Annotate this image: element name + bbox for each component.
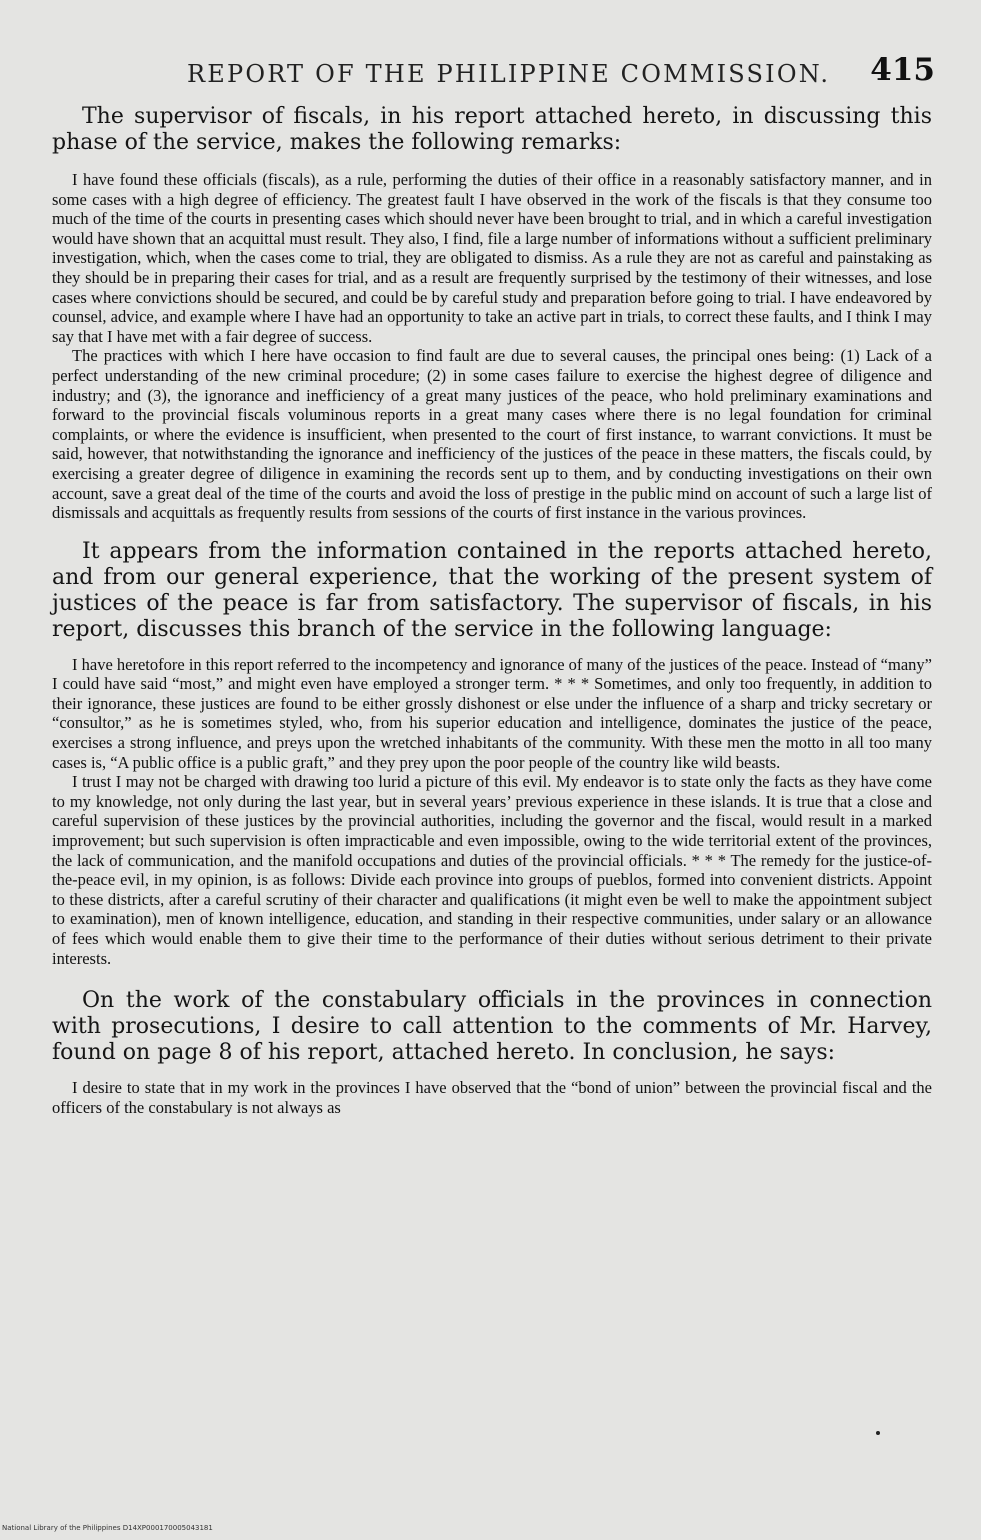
page-body bbox=[52, 104, 932, 1117]
quote-paragraph: I have found these officials (fiscals), as a rule, performing the duties of their office in a reasonably satisfactory manner, and in some cases with a high degree of efficiency. The greatest fault I have observed in the work of the fiscals is that they consume too much of the time of the courts in presenting cases which should never have been brought to trial, and in which a careful investigation would have shown that an acquittal must result. They also, I find, file a large number of informations without a sufficient preliminary investigation, which, when the cases come to trial, they are obligated to dismiss. As a rule they are not as careful and painstaking as they should be in preparing their cases for trial, and as a result are frequently surprised by the testimony of their witnesses, and lose cases where convictions should be secured, and could be by careful study and preparation before going to trial. I have endeavored by counsel, advice, and example where I have had an opportunity to take an active part in trials, to correct these faults, and I think I may say that I have met with a fair degree of success. bbox=[52, 170, 932, 346]
quote-paragraph: I trust I may not be charged with drawing too lurid a picture of this evil. My endeavor is to state only the facts as they have come to my knowledge, not only during the last year, but in several years’ previous experience in these islands. It is true that a close and careful supervision of these justices by the provincial authorities, including the governor and the fiscal, would result in a marked improvement; but such supervision is often impracticable and even impossible, owing to the wide territorial extent of the provinces, the lack of communication, and the manifold occupations and duties of the provincial officials. * * * The remedy for the justice-of-the-peace evil, in my opinion, is as follows: Divide each province into groups of pueblos, formed into convenient districts. Appoint to these districts, after a careful scrutiny of their character and qualifications (it might even be well to make the appointment subject to examination), men of known intelligence, education, and standing in their respective communities, under salary or an allowance of fees which would enable them to give their time to the performance of their duties without serious detriment to their private interests. bbox=[52, 772, 932, 968]
intro-paragraph-fiscals: The supervisor of fiscals, in his report attached hereto, in discussing this phase of the service, makes the following remarks: bbox=[52, 104, 932, 155]
scan-speck bbox=[876, 1431, 880, 1435]
quote-block-justices bbox=[52, 655, 932, 969]
intro-paragraph-justices: It appears from the information contained in the reports attached hereto, and from our general experience, that the working of the present system of justices of the peace is far from satisfactory. The supervisor of fiscals, in his report, discusses this branch of the service in the following language: bbox=[52, 538, 932, 642]
intro-paragraph-constabulary: On the work of the constabulary officials in the provinces in connection with prosecutions, I desire to call attention to the comments of Mr. Harvey, found on page 8 of his report, attached hereto. In conclusion, he says: bbox=[52, 988, 932, 1066]
page-header bbox=[175, 52, 935, 98]
running-title: REPORT OF THE PHILIPPINE COMMISSION. bbox=[187, 60, 831, 88]
page-number: 415 bbox=[870, 52, 935, 88]
footer-credit: National Library of the Philippines D14XP000170005043181 bbox=[2, 1524, 213, 1532]
quote-paragraph: I have heretofore in this report referred to the incompetency and ignorance of many of the justices of the peace. Instead of “many” I could have said “most,” and might even have employed a stronger term. * * * Sometimes, and only too frequently, in addition to their ignorance, these justices are found to be either grossly dishonest or else under the influence of a sharp and tricky secretary or “consultor,” as he is sometimes styled, who, from his superior education and intelligence, dominates the justice of the peace, exercises a strong influence, and preys upon the wretched inhabitants of the community. With these men the motto in all too many cases is, “A public office is a public graft,” and they prey upon the poor people of the country like wild beasts. bbox=[52, 654, 932, 772]
quote-paragraph: I desire to state that in my work in the provinces I have observed that the “bond of union” between the provincial fiscal and the officers of the constabulary is not always as bbox=[52, 1078, 932, 1117]
quote-block-fiscals bbox=[52, 170, 932, 523]
quote-block-constabulary bbox=[52, 1078, 932, 1117]
quote-paragraph: The practices with which I here have occasion to find fault are due to several causes, the principal ones being: (1) Lack of a perfect understanding of the new criminal procedure; (2) in some cases failure to exercise the highest degree of diligence and industry; and (3), the ignorance and inefficiency of a great many justices of the peace, who hold preliminary examinations and forward to the provincial fiscals voluminous reports in a great many cases where there is no legal foundation for criminal complaints, or where the evidence is insufficient, when presented to the court of first instance, to warrant convictions. It must be said, however, that notwithstanding the ignorance and inefficiency of the justices of the peace in these matters, the fiscals could, by exercising a greater degree of diligence in examining the records sent up to them, and by conducting investigations on their own account, save a great deal of the time of the courts and avoid the loss of prestige in the public mind on account of such a large list of dismissals and acquittals as frequently results from sessions of the courts of first instance in the various provinces. bbox=[52, 346, 932, 523]
